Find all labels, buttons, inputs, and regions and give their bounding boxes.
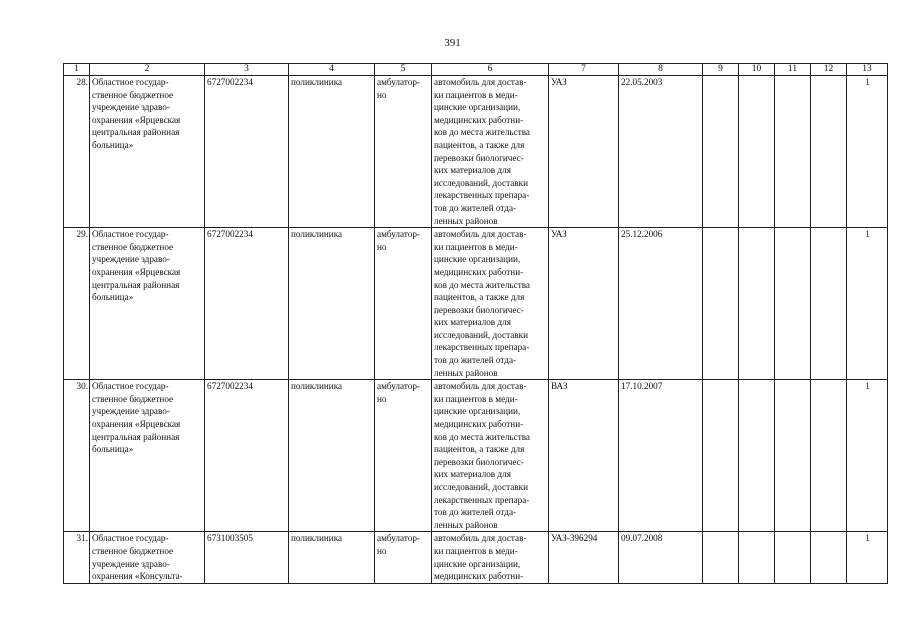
quantity-cell: 1 (847, 380, 888, 532)
vehicle-purpose-line: автомобиль для достав- (434, 229, 527, 240)
vehicle-purpose-line: ки пациентов в меди- (434, 545, 518, 556)
care-type (375, 76, 432, 228)
vehicle-purpose-line: ки пациентов в меди- (434, 393, 518, 404)
vehicle-purpose-line: ленных районов (434, 519, 498, 530)
vehicle-purpose-line: тов до жителей отда- (434, 202, 517, 213)
row-number: 29. (64, 228, 90, 380)
vehicle-purpose-line: медицинских работни- (434, 419, 524, 430)
quantity-cell: 1 (847, 228, 888, 380)
column-9-cell (703, 380, 739, 532)
quantity-cell: 1 (847, 532, 888, 583)
column-number: 9 (703, 64, 739, 76)
organization-name-line: Областное государ- (92, 533, 169, 544)
inn-cell: 6727002234 (205, 380, 289, 532)
vehicle-purpose-line: ких материалов для (434, 469, 511, 480)
column-12-cell (811, 380, 847, 532)
column-10-cell (739, 380, 775, 532)
vehicle-purpose-line: лекарственных препара- (434, 190, 530, 201)
table-row (64, 532, 888, 583)
vehicle-purpose-line: пациентов, а также для (434, 444, 525, 455)
vehicle-purpose-line: ки пациентов в меди- (434, 89, 518, 100)
organization-name-line: охранения «Ярцевская (92, 419, 181, 430)
column-11-cell (775, 228, 811, 380)
vehicle-brand: ВАЗ (549, 380, 619, 532)
registration-date: 17.10.2007 (619, 380, 703, 532)
organization-name-line: учреждение здраво- (92, 102, 170, 113)
vehicle-purpose-line: ких материалов для (434, 165, 511, 176)
vehicle-purpose-line: исследований, доставки (434, 329, 529, 340)
column-10-cell (739, 76, 775, 228)
vehicle-purpose-line: перевозки биологичес- (434, 304, 524, 315)
vehicle-purpose-line: лекарственных препара- (434, 494, 530, 505)
column-12-cell (811, 228, 847, 380)
organization-name-line: больница» (92, 292, 134, 303)
organization-name-line: учреждение здраво- (92, 406, 170, 417)
vehicle-purpose (432, 76, 549, 228)
vehicle-purpose-line: ков до места жительства (434, 279, 531, 290)
unit-cell: поликлиника (289, 380, 375, 532)
column-number: 12 (811, 64, 847, 76)
organization-name-line: Областное государ- (92, 381, 169, 392)
organization-name (90, 380, 205, 532)
vehicle-purpose-line: тов до жителей отдa- (434, 355, 517, 366)
column-9-cell (703, 228, 739, 380)
care-type-line: амбулатор- (377, 77, 420, 87)
unit-cell: поликлиника (289, 228, 375, 380)
column-number: 10 (739, 64, 775, 76)
vehicle-purpose-line: ков до места жительства (434, 127, 531, 138)
column-number: 4 (289, 64, 375, 76)
column-10-cell (739, 532, 775, 583)
organization-name-line: охранения «Консульта- (92, 571, 183, 582)
vehicle-purpose-line: пациентов, а также для (434, 139, 525, 150)
vehicle-purpose-line: ки пациентов в меди- (434, 241, 518, 252)
organization-name-line: учреждение здраво- (92, 558, 170, 569)
vehicle-purpose-line: медицинских работни- (434, 571, 524, 582)
organization-name-line: учреждение здраво- (92, 254, 170, 265)
vehicle-purpose (432, 532, 549, 583)
row-number: 30. (64, 380, 90, 532)
column-number: 7 (549, 64, 619, 76)
vehicle-purpose-line: ков до места жительства (434, 431, 531, 442)
vehicle-brand: УАЗ-396294 (549, 532, 619, 583)
organization-name-line: центральная районная (92, 279, 180, 290)
vehicle-purpose-line: цинские организации, (434, 406, 521, 417)
organization-name-line: больница» (92, 139, 134, 150)
column-number: 3 (205, 64, 289, 76)
column-number: 1 (64, 64, 90, 76)
organization-name (90, 532, 205, 583)
organization-name-line: Областное государ- (92, 77, 169, 87)
organization-name-line: ственное бюджетное (92, 393, 174, 404)
organization-name (90, 228, 205, 380)
unit-cell: поликлиника (289, 76, 375, 228)
vehicle-purpose-line: автомобиль для достав- (434, 533, 527, 544)
quantity-cell: 1 (847, 76, 888, 228)
column-number: 2 (90, 64, 205, 76)
table-row (64, 380, 888, 532)
care-type-line: амбулатор- (377, 533, 420, 544)
vehicle-purpose-line: автомобиль для достав- (434, 381, 527, 392)
vehicle-brand: УАЗ (549, 76, 619, 228)
column-number: 6 (432, 64, 549, 76)
column-number: 5 (375, 64, 432, 76)
column-number: 13 (847, 64, 888, 76)
care-type-line: но (377, 241, 387, 252)
organization-name-line: ственное бюджетное (92, 241, 174, 252)
vehicle-purpose-line: медицинских работни- (434, 266, 524, 277)
organization-name-line: центральная районная (92, 127, 180, 138)
column-12-cell (811, 532, 847, 583)
inn-cell: 6727002234 (205, 228, 289, 380)
vehicle-purpose-line: перевозки биологичес- (434, 456, 524, 467)
organization-name-line: больница» (92, 444, 134, 455)
organization-name-line: центральная районная (92, 431, 180, 442)
column-11-cell (775, 76, 811, 228)
column-9-cell (703, 76, 739, 228)
vehicle-purpose-line: ленных районов (434, 367, 498, 378)
vehicle-purpose-line: исследований, доставки (434, 177, 529, 188)
vehicle-purpose-line: цинские организации, (434, 254, 521, 265)
vehicle-purpose-line: автомобиль для достав- (434, 77, 527, 87)
care-type (375, 532, 432, 583)
care-type (375, 228, 432, 380)
column-number-row (64, 64, 888, 76)
registration-date: 25.12.2006 (619, 228, 703, 380)
column-number: 8 (619, 64, 703, 76)
column-number: 11 (775, 64, 811, 76)
table-row (64, 76, 888, 228)
organization-name-line: Областное государ- (92, 229, 169, 240)
table-body (64, 64, 888, 584)
vehicle-purpose-line: пациентов, а также для (434, 292, 525, 303)
care-type-line: амбулатор- (377, 229, 420, 240)
organization-name-line: охранения «Ярцевская (92, 114, 181, 125)
vehicle-purpose-line: цинские организации, (434, 558, 521, 569)
row-number: 31. (64, 532, 90, 583)
vehicle-table (63, 63, 888, 584)
vehicle-brand: УАЗ (549, 228, 619, 380)
organization-name-line: ственное бюджетное (92, 545, 174, 556)
inn-cell: 6731003505 (205, 532, 289, 583)
page-number: 391 (444, 37, 461, 49)
registration-date: 09.07.2008 (619, 532, 703, 583)
column-12-cell (811, 76, 847, 228)
organization-name (90, 76, 205, 228)
vehicle-purpose-line: цинские организации, (434, 102, 521, 113)
care-type (375, 380, 432, 532)
vehicle-purpose-line: ких материалов для (434, 317, 511, 328)
inn-cell: 6727002234 (205, 76, 289, 228)
vehicle-purpose-line: тов до жителей отда- (434, 507, 517, 518)
column-11-cell (775, 532, 811, 583)
unit-cell: поликлиника (289, 532, 375, 583)
vehicle-purpose-line: медицинских работни- (434, 114, 524, 125)
vehicle-purpose-line: ленных районов (434, 215, 498, 226)
care-type-line: но (377, 545, 387, 556)
table-row (64, 228, 888, 380)
organization-name-line: охранения «Ярцевская (92, 266, 181, 277)
care-type-line: но (377, 393, 387, 404)
vehicle-purpose-line: лекарственных препара- (434, 342, 530, 353)
care-type-line: амбулатор- (377, 381, 420, 392)
vehicle-purpose-line: исследований, доставки (434, 482, 529, 492)
row-number: 28. (64, 76, 90, 228)
vehicle-purpose (432, 228, 549, 380)
care-type-line: но (377, 89, 387, 100)
column-9-cell (703, 532, 739, 583)
column-11-cell (775, 380, 811, 532)
organization-name-line: ственное бюджетное (92, 89, 174, 100)
vehicle-purpose (432, 380, 549, 532)
registration-date: 22.05.2003 (619, 76, 703, 228)
column-10-cell (739, 228, 775, 380)
vehicle-purpose-line: перевозки биологичес- (434, 152, 524, 163)
